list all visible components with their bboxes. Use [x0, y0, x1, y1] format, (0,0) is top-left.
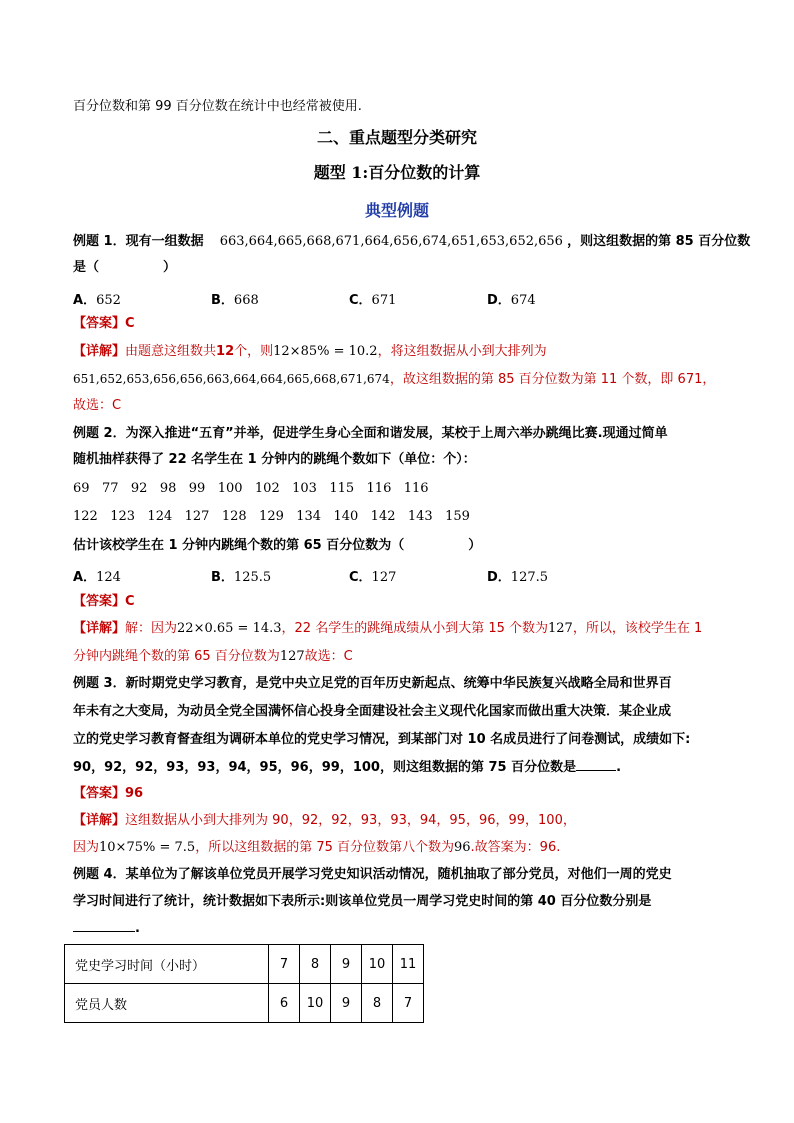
- example2-answer: 【答案】C: [73, 594, 135, 609]
- example2-line1: 例题 2．为深入推进“五育”并举，促进学生身心全面和谐发展，某校于上周六举办跳绳比赛.现通过简单: [73, 426, 668, 441]
- example3-answer-blank: [576, 758, 616, 771]
- example1-label: 例题 1．现有一组数据: [73, 234, 204, 249]
- table-cell: 9: [331, 984, 362, 1023]
- example4-line2: 学习时间进行了统计，统计数据如下表所示:则该单位党员一周学习党史时间的第 40 百分位数分别是: [73, 894, 652, 909]
- example2-detail-line1: 【详解】解：因为22×0.65 = 14.3，22 名学生的跳绳成绩从小到大第 15 个数为127，所以，该校学生在 1: [73, 621, 703, 636]
- section-title: 二、重点题型分类研究: [316, 128, 477, 147]
- intro-text: 百分位数和第 99 百分位数在统计中也经常被使用.: [73, 99, 362, 114]
- example2-option-b: B．125.5: [211, 570, 272, 585]
- table-cell: 8: [300, 945, 331, 984]
- example1-detail-line2: 651,652,653,656,656,663,664,664,665,668,671,674，故这组数据的第 85 百分位数为第 11 个数，即 671，: [73, 372, 716, 387]
- example3-answer: 【答案】96: [73, 786, 144, 801]
- table-cell: 11: [393, 945, 424, 984]
- table-cell: 10: [362, 945, 393, 984]
- table-row-header: 党史学习时间（小时）: [65, 945, 269, 984]
- example3-line4: 90，92，92，93，93，94，95，96，99，100，则这组数据的第 75 百分位数是 .: [73, 760, 622, 775]
- example3-line3: 立的党史学习教育督查组为调研本单位的党史学习情况，到某部门对 10 名成员进行了问卷测试，成绩如下:: [73, 732, 691, 747]
- example2-data-row1: 69 77 92 98 99 100 102 103 115 116 116: [73, 481, 429, 496]
- table-cell: 10: [300, 984, 331, 1023]
- example1-option-c: C．671: [349, 293, 397, 308]
- table-row: [65, 945, 424, 984]
- example1-line1: [73, 233, 750, 251]
- example2-line2: 随机抽样获得了 22 名学生在 1 分钟内的跳绳个数如下（单位：个）：: [73, 452, 476, 467]
- examples-title: 典型例题: [364, 201, 429, 220]
- table-row-header: 党员人数: [65, 984, 269, 1023]
- example4-line3: .: [73, 917, 140, 938]
- example1-answer: 【答案】C: [73, 316, 135, 331]
- example3-line1: 例题 3．新时期党史学习教育，是党中央立足党的百年历史新起点、统筹中华民族复兴战略全局和世界百: [73, 676, 672, 691]
- example1-detail-line1: 【详解】由题意这组数共12个，则12×85% = 10.2，将这组数据从小到大排列为: [73, 344, 547, 359]
- example4-answer-blank: [73, 917, 135, 932]
- table-cell: 8: [362, 984, 393, 1023]
- example2-detail-line2: 分钟内跳绳个数的第 65 百分位数为127故选：C: [73, 649, 353, 664]
- table-row: [65, 984, 424, 1023]
- example3-line2: 年未有之大变局，为动员全党全国满怀信心投身全面建设社会主义现代化国家而做出重大决策．某企业成: [73, 704, 672, 719]
- example2-option-c: C．127: [349, 570, 397, 585]
- table-cell: 7: [393, 984, 424, 1023]
- table-cell: 6: [269, 984, 300, 1023]
- table-cell: 9: [331, 945, 362, 984]
- example1-data: 663,664,665,668,671,664,656,674,651,653,652,656: [219, 234, 563, 249]
- example2-option-d: D．127.5: [487, 570, 549, 585]
- example1-option-d: D．674: [487, 293, 536, 308]
- example1-option-b: B．668: [211, 293, 259, 308]
- example4-line1: 例题 4．某单位为了解该单位党员开展学习党史知识活动情况，随机抽取了部分党员，对他们一周的党史: [73, 867, 672, 882]
- example1-tail: ，则这组数据的第 85 百分位数: [567, 234, 751, 249]
- table-cell: 7: [269, 945, 300, 984]
- type-title: 题型 1:百分位数的计算: [313, 163, 481, 182]
- example2-question: 估计该校学生在 1 分钟内跳绳个数的第 65 百分位数为（ ）: [73, 538, 482, 553]
- example1-option-a: A．652: [73, 293, 121, 308]
- example3-detail-line1: 【详解】这组数据从小到大排列为 90，92，92，93，93，94，95，96，99，100，: [73, 813, 576, 828]
- example1-line2: 是（ ）: [73, 260, 177, 275]
- example3-detail-line2: 因为10×75% = 7.5，所以这组数据的第 75 百分位数第八个数为96.故答案为：96.: [73, 840, 561, 855]
- data-table: [64, 944, 424, 1023]
- example1-detail-line3: 故选：C: [73, 398, 122, 413]
- example2-option-a: A．124: [73, 570, 121, 585]
- example2-data-row2: 122 123 124 127 128 129 134 140 142 143 159: [73, 509, 470, 524]
